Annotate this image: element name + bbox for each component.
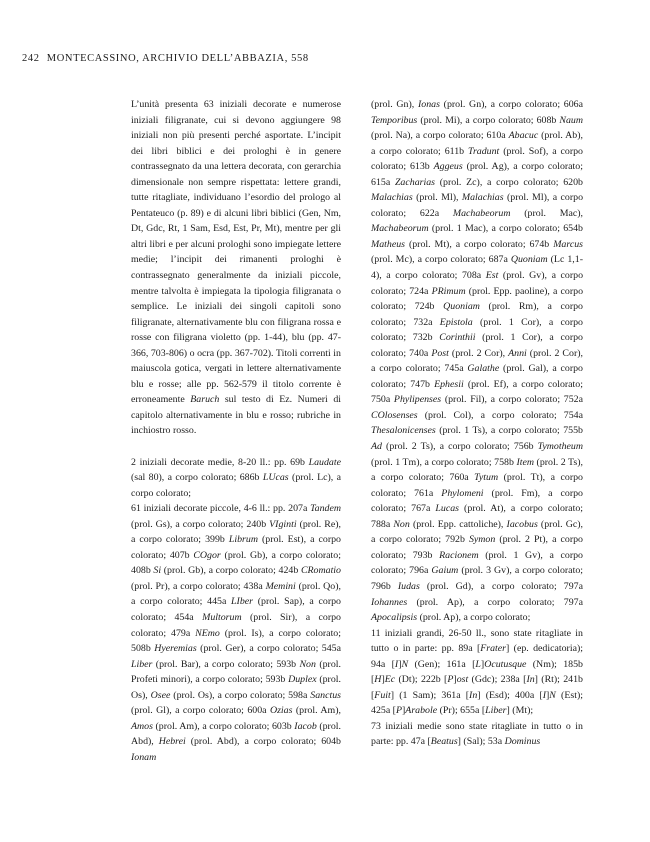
italic-term: I [394, 658, 399, 670]
italic-term: Sanctus [310, 689, 341, 701]
text-run: (prol. Mc), a corpo colorato; 687a [371, 254, 511, 266]
italic-term: Tymotheum [537, 441, 583, 453]
text-run: (prol. 1 Mac), a corpo colorato; 654b [428, 223, 583, 235]
small-initials-continuation [371, 97, 583, 626]
italic-term: Marcus [553, 238, 583, 250]
italic-term: ost [456, 674, 469, 686]
text-run: (prol. 1 Cor), a corpo colorato; 740a [371, 332, 583, 359]
text-run: (prol. Sap), a corpo colorato; 454a [131, 596, 341, 623]
italic-term: Liber [485, 705, 507, 717]
italic-term: Frater [480, 643, 507, 655]
italic-term: Ocutusque [484, 658, 527, 670]
italic-term: LUcas [262, 472, 289, 484]
text-run: (prol. Col), a corpo colorato; 754a [417, 409, 583, 421]
text-run: (prol. 1 Tm), a corpo colorato; 758b [371, 456, 517, 468]
italic-term: Ad [371, 441, 382, 453]
italic-term: Librum [228, 534, 258, 546]
italic-term: Tandem [310, 503, 341, 515]
running-title: MONTECASSINO, ARCHIVIO DELL’ABBAZIA, 558 [46, 53, 309, 64]
italic-term: Abacuc [508, 130, 539, 142]
text-run: ] (Rt); 241b [ [371, 674, 583, 701]
text-run: (prol. 2 Pt), a corpo colorato; 793b [371, 534, 583, 561]
text-run: (prol. Mt), a corpo colorato; 674b [405, 238, 554, 250]
text-run: (prol. 1 Gv), a corpo colorato; 796a [371, 549, 583, 577]
italic-term: Ephesii [434, 378, 464, 390]
text-run: ] [381, 674, 385, 686]
text-run: (Gen); 161a [ [408, 658, 476, 670]
italic-term: Corinthii [439, 332, 476, 344]
italic-term: Anni [508, 347, 527, 359]
italic-term: Phylipenses [393, 394, 442, 406]
text-run: (prol. Am), a corpo colorato; 603b [152, 720, 295, 732]
italic-term: Malachias [371, 192, 413, 204]
italic-term: Phylomeni [441, 487, 484, 499]
text-run: (prol. Zc), a corpo colorato; 620b [435, 176, 583, 188]
text-run: ] (1 Sam); 361a [ [390, 689, 470, 701]
italic-term: In [469, 689, 478, 701]
italic-term: LIber [231, 596, 253, 608]
italic-term: Amos [131, 720, 153, 732]
italic-term: COlosenses [371, 409, 418, 421]
italic-term: Liber [131, 658, 153, 670]
text-run: (prol. At), a corpo colorato; 788a [371, 503, 583, 530]
italic-term: Machabeorum [371, 223, 429, 235]
text-run: (prol. 2 Cor), a corpo colorato; 745a [371, 347, 583, 375]
text-run: 11 iniziali grandi, 26-50 ll., sono state ritagliate in tutto o in parte: pp. 89a [ [371, 627, 583, 655]
italic-term: Hyeremias [154, 643, 197, 655]
text-run: (Dt); 222b [ [395, 674, 448, 686]
text-run: (prol. Gn), [371, 99, 418, 110]
italic-term: In [526, 674, 535, 686]
text-run: (prol. 1 Ts), a corpo colorato; 755b [435, 425, 583, 437]
italic-term: Temporibus [371, 114, 418, 126]
text-run: ] (ep. dedicatoria); 94a [ [371, 643, 584, 670]
text-run: (prol. Re), a corpo colorato; 399b [131, 518, 341, 546]
intro-paragraph [131, 97, 341, 439]
right-column [371, 97, 583, 750]
text-run: ] (Sal); 53a [457, 736, 505, 748]
italic-term: Aggeus [433, 161, 463, 173]
text-run: 61 iniziali decorate piccole, 4-6 ll.: pp. 207a [131, 503, 311, 515]
text-run: (prol. Na), a corpo colorato; 610a [371, 130, 509, 142]
text-run: sul testo di Ez. Numeri di capitolo alternativamente in blu e rosso; rubriche in inchiostro rosso. [131, 394, 341, 437]
italic-term: Ozias [269, 705, 293, 717]
italic-term: Symon [468, 534, 496, 546]
text-run: 73 iniziali medie sono state ritagliate in tutto o in parte: pp. 47a [ [371, 720, 583, 748]
small-initials-entry [131, 501, 341, 765]
text-run: L’unità presenta 63 iniziali decorate e numerose iniziali filigranate, cui si devono aggiungere 98 iniziali non più presenti perché asportate. L’incipit dei libri biblici e dei prologhi è in genere contrassegnato da una lettera decorata, con gerarchia dimensionale non sempre rispettata: lettere grandi, tutte ritagliate, individuano l’esordio del prologo al Pentateuco (p. 89) e di alcuni libri biblici (Gen, Nm, Dt, Gdc, Rt, 1 Sam, Esd, Est, Pr, Mt), mentre per gli altri libri e per alcuni prologhi sono impiegate lettere medie; l’incipit dei rimanenti prologhi è contrassegnato generalmente da iniziali piccole, mentre talvolta è impiegata la tipologia filigranata o semplice. Le iniziali dei singoli capitoli sono filigranate, alternativamente blu con filigrana rossa e rosse con filigrana violetto (pp. 1-44), blu (pp. 47-366, 703-806) o ocra (pp. 367-702). Titoli correnti in maiuscola gotica, vergati in lettere alternativamente blu e rosse; alle pp. 562-579 il titolo corrente è erroneamente [131, 99, 341, 406]
text-run: (prol. Os), [131, 674, 341, 701]
text-run: (prol. Os), a corpo colorato; 598a [170, 689, 311, 701]
italic-term: Non [393, 518, 410, 530]
italic-term: P [447, 674, 454, 686]
left-column [131, 97, 341, 765]
text-run: (prol. Fm), a corpo colorato; 767a [371, 487, 583, 515]
text-run: (Lc 1,1-4), a corpo colorato; 708a [371, 254, 583, 282]
italic-term: Iohannes [371, 596, 408, 608]
italic-term: Epistola [439, 316, 473, 328]
text-run: (Nm); 185b [ [371, 658, 583, 686]
text-run: (prol. Gn), a corpo colorato; 606a [439, 99, 583, 110]
medium-cut-initials-entry [371, 719, 583, 750]
italic-term: Matheus [371, 238, 406, 250]
italic-term: Ec [384, 674, 396, 686]
text-run: (prol. Gs), a corpo colorato; 240b [131, 518, 270, 530]
text-run: (prol. 3 Gv), a corpo colorato; 796b [371, 565, 583, 592]
text-run: ] (Mt); [506, 705, 534, 717]
medium-initials-entry [131, 455, 341, 502]
italic-term: Apocalipsis [371, 612, 418, 624]
italic-term: H [374, 674, 382, 686]
text-run: (Pr); 655a [ [437, 705, 486, 717]
text-run: (prol. Gv), a corpo colorato; 724a [371, 270, 584, 297]
text-run: ] [402, 705, 406, 717]
italic-term: Racionem [439, 549, 479, 561]
page-number: 242 [22, 53, 40, 64]
text-run: (prol. Abd), [131, 720, 341, 748]
text-run: (prol. Epp. cattoliche), [409, 518, 507, 530]
italic-term: Baruch [190, 394, 220, 406]
italic-term: N [401, 658, 409, 670]
italic-term: Quoniam [510, 254, 548, 266]
text-run: (prol. Sof), a corpo colorato; 613b [371, 145, 583, 173]
italic-term: NEmo [195, 627, 220, 639]
text-run: (prol. Est), a corpo colorato; 407b [131, 534, 341, 561]
italic-term: Lucas [435, 503, 459, 515]
italic-term: VIginti [269, 518, 297, 530]
text-run: ] [546, 689, 550, 701]
running-header [22, 53, 309, 64]
text-run: (prol. 1 Cor), a corpo colorato; 732b [371, 316, 583, 344]
text-run: ] [398, 658, 402, 670]
text-run: (prol. Gc), a corpo colorato; 792b [371, 518, 584, 546]
text-run: (prol. Ger), a corpo colorato; 545a [196, 643, 342, 655]
text-run: (prol. Ml), a corpo colorato; 622a [371, 192, 584, 219]
italic-term: Ionam [131, 751, 157, 763]
italic-term: Laudate [308, 456, 341, 468]
italic-term: CRomatio [300, 565, 341, 577]
italic-term: N [549, 689, 556, 701]
italic-term: Naum [559, 114, 583, 126]
italic-term: Memini [265, 580, 296, 592]
italic-term: Duplex [288, 674, 317, 686]
italic-term: Beatus [430, 736, 458, 748]
text-run: (prol. Qo), a corpo colorato; 445a [131, 580, 341, 608]
text-run: (prol. 2 Cor), [448, 347, 509, 359]
text-run: (prol. Gd), a corpo colorato; 797a [419, 580, 583, 592]
italic-term: P [395, 705, 402, 717]
text-run: (prol. Fil), a corpo colorato; 752a [441, 394, 583, 406]
italic-term: Arabole [405, 705, 438, 717]
text-run: (prol. Lc), a corpo colorato; [131, 472, 341, 499]
text-run: ] [453, 674, 457, 686]
text-run: (prol. Sir), a corpo colorato; 479a [131, 612, 341, 639]
italic-term: Gaium [431, 565, 459, 577]
text-run: (prol. Gb), a corpo colorato; 408b [131, 549, 341, 577]
italic-term: Thesalonicenses [371, 425, 436, 437]
text-run: (prol. Ap), a corpo colorato; [417, 612, 531, 624]
text-run: (prol. Gal), a corpo colorato; 747b [371, 363, 583, 390]
text-run: (prol. Bar), a corpo colorato; 593b [152, 658, 300, 670]
italic-term: Iacobus [506, 518, 538, 530]
text-run: (prol. 2 Ts), a corpo colorato; 756b [381, 441, 538, 453]
text-run: 2 iniziali decorate medie, 8-20 ll.: pp. 69b [131, 456, 309, 468]
text-run: (prol. Ab), a corpo colorato; 611b [371, 130, 583, 157]
text-run: ] [480, 658, 485, 670]
italic-term: PRimum [431, 285, 466, 297]
text-run: (prol. Mi), a corpo colorato; 608b [417, 114, 560, 126]
text-run: (prol. Gb), a corpo colorato; 424b [161, 565, 301, 577]
italic-term: Non [299, 658, 316, 670]
text-run: (prol. Pr), a corpo colorato; 438a [131, 580, 266, 592]
italic-term: Fuit [374, 689, 391, 701]
italic-term: Ionas [417, 99, 440, 110]
italic-term: Item [516, 456, 534, 468]
italic-term: Machabeorum [452, 207, 511, 219]
italic-term: Osee [150, 689, 171, 701]
italic-term: Iacob [294, 720, 317, 732]
text-run: (prol. Ap), a corpo colorato; 797a [407, 596, 583, 608]
paragraph-gap [131, 439, 341, 455]
text-run: (prol. 2 Ts), a corpo colorato; 760a [371, 456, 583, 484]
large-initials-entry [371, 626, 583, 719]
text-run: (Est); 425a [ [371, 689, 583, 717]
italic-term: Post [431, 347, 449, 359]
italic-term: Galathe [467, 363, 500, 375]
italic-term: COgor [193, 549, 221, 561]
text-run: (prol. Ag), a corpo colorato; 615a [371, 161, 583, 188]
italic-term: Zacharias [394, 176, 435, 188]
text-run: (Gdc); 238a [ [468, 674, 527, 686]
text-run: ] (Esd); 400a [ [477, 689, 543, 701]
italic-term: Est [485, 270, 499, 282]
text-run: (prol. Ef), a corpo colorato; 750a [371, 378, 583, 406]
italic-term: I [542, 689, 546, 701]
text-run: (prol. Mac), [510, 207, 584, 219]
text-run: (prol. Gl), a corpo colorato; 600a [131, 705, 270, 717]
text-run: (prol. Am), [292, 705, 341, 717]
italic-term: Malachias [461, 192, 504, 204]
text-run: (prol. Abd), a corpo colorato; 604b [185, 736, 341, 748]
text-run: (prol. Tt), a corpo colorato; 761a [371, 472, 583, 499]
italic-term: Hebrei [158, 736, 186, 748]
italic-term: L [475, 658, 481, 670]
italic-term: Multorum [202, 612, 242, 623]
text-run: (prol. Rm), a corpo colorato; 732a [371, 301, 583, 328]
italic-term: Dominus [504, 736, 541, 748]
text-run: (prol. Is), a corpo colorato; 508b [131, 627, 341, 655]
italic-term: Quoniam [443, 301, 480, 313]
text-run: (prol. Epp. paoline), a corpo colorato; 724b [371, 285, 584, 313]
italic-term: Iudas [397, 580, 420, 592]
text-run: (prol. Profeti minori), a corpo colorato; 593b [131, 658, 341, 686]
italic-term: Tradunt [468, 145, 500, 157]
italic-term: Si [153, 565, 162, 577]
text-run: (prol. Ml), [412, 192, 462, 204]
italic-term: Tytum [474, 472, 499, 484]
text-run: (sal 80), a corpo colorato; 686b [131, 472, 263, 484]
